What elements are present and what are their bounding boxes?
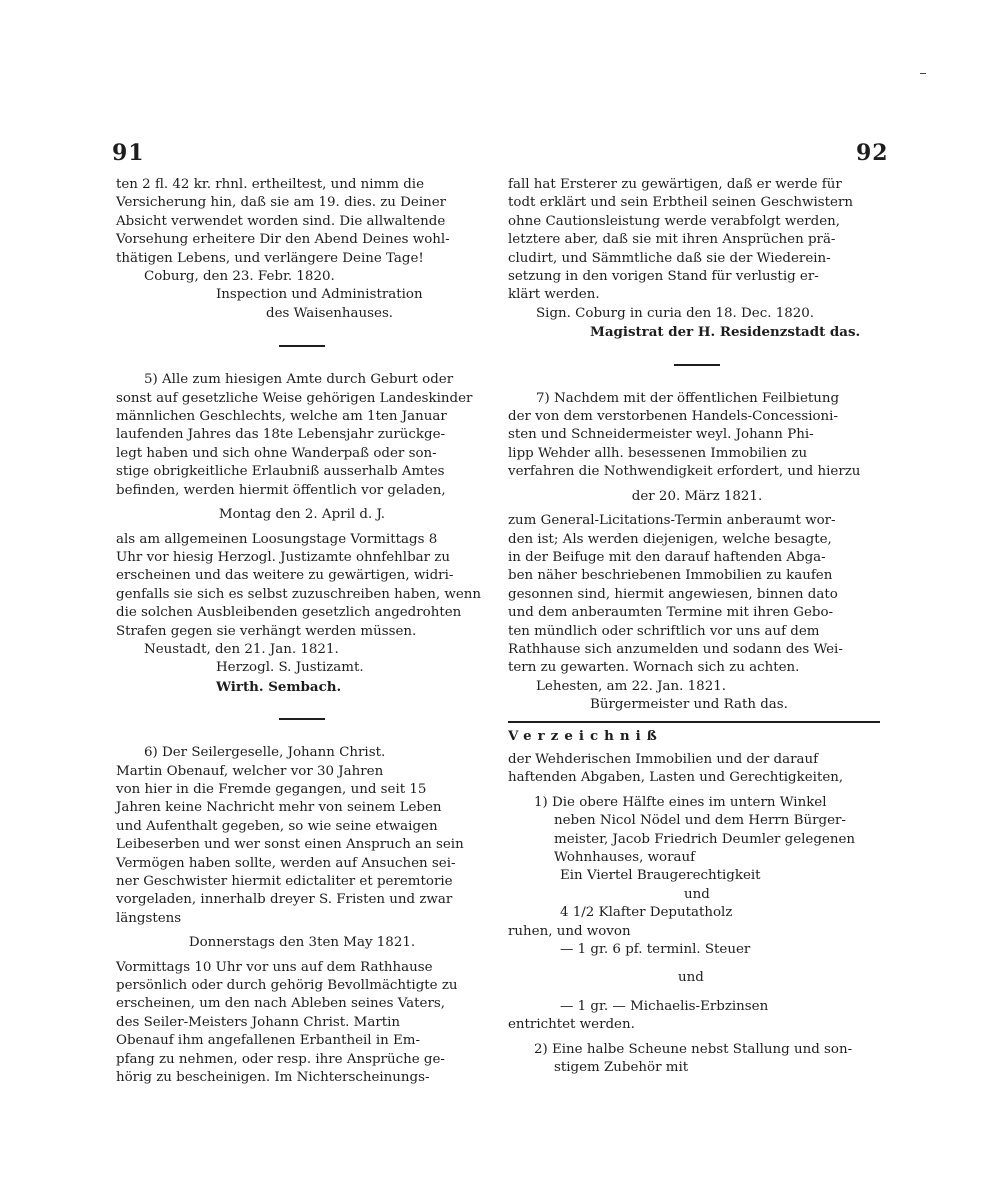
text-line: legt haben und sich ohne Wanderpaß oder son- xyxy=(116,445,437,461)
text-line: 4 1/2 Klafter Deputatholz xyxy=(560,905,733,921)
text-line: thätigen Lebens, und verlängere Deine Tage! xyxy=(116,250,424,266)
text-line: Rathhause sich anzumelden und sodann des Wei- xyxy=(508,641,843,657)
right-column xyxy=(508,176,886,1077)
text-line: stige obrigkeitliche Erlaubniß ausserhalb Amtes xyxy=(116,464,445,480)
text-line: cludirt, und Sämmtliche daß sie der Wiederein- xyxy=(508,250,831,266)
dateline: Donnerstags den 3ten May 1821. xyxy=(188,935,416,951)
text-line: 7) Nachdem mit der öffentlichen Feilbietung xyxy=(536,390,840,406)
text-line: — 1 gr. 6 pf. terminl. Steuer xyxy=(560,942,751,958)
text-line: — 1 gr. — Michaelis-Erbzinsen xyxy=(560,998,769,1014)
text-line: sten und Schneidermeister weyl. Johann Phi- xyxy=(508,427,814,443)
text-line: Versicherung hin, daß sie am 19. dies. zu Deiner xyxy=(116,195,447,211)
text-line: 6) Der Seilergeselle, Johann Christ. xyxy=(144,745,386,761)
text-line: haftenden Abgaben, Lasten und Gerechtigkeiten, xyxy=(508,770,844,786)
text-line: von hier in die Fremde gegangen, und seit 15 xyxy=(116,781,427,797)
text-line: vorgeladen, innerhalb dreyer S. Fristen und zwar xyxy=(116,892,453,908)
text-line: und Aufenthalt gegeben, so wie seine etwaigen xyxy=(116,818,438,834)
text-line: Leibeserben und wer sonst einen Anspruch an sein xyxy=(116,837,464,853)
text-line: todt erklärt und sein Erbtheil seinen Geschwistern xyxy=(508,195,854,211)
text-line: pfang zu nehmen, oder resp. ihre Ansprüche ge- xyxy=(116,1051,445,1067)
section-title: Verzeichniß xyxy=(508,727,663,744)
text-line: Ein Viertel Braugerechtigkeit xyxy=(560,868,761,884)
text-line: Obenauf ihm angefallenen Erbantheil in Em- xyxy=(116,1033,421,1049)
text-line: erscheinen, um den nach Ableben seines Vaters, xyxy=(116,996,445,1012)
text-line: laufenden Jahres das 18te Lebensjahr zurückge- xyxy=(116,427,446,443)
text-line: der von dem verstorbenen Handels-Concessioni- xyxy=(508,409,838,425)
dateline: Lehesten, am 22. Jan. 1821. xyxy=(536,678,726,694)
signature: Herzogl. S. Justizamt. xyxy=(216,660,364,676)
list-item: 2) Eine halbe Scheune nebst Stallung und son- xyxy=(534,1041,853,1057)
text-line: erscheinen und das weitere zu gewärtigen, widri- xyxy=(116,568,454,584)
text-line: genfalls sie sich es selbst zuzuschreiben haben, wenn xyxy=(116,586,482,602)
text-line: ohne Cautionsleistung werde verabfolgt werden, xyxy=(508,213,841,229)
text-line: den ist; Als werden diejenigen, welche besagte, xyxy=(508,531,832,547)
text-line: zum General-Licitations-Termin anberaumt wor- xyxy=(508,513,836,529)
text-line: Wohnhauses, worauf xyxy=(554,850,696,865)
text-line: gesonnen sind, hiermit angewiesen, binnen dato xyxy=(508,586,838,602)
text-line: des Seiler-Meisters Johann Christ. Martin xyxy=(116,1014,401,1030)
text-line: und dem anberaumten Termine mit ihren Gebo- xyxy=(508,605,834,621)
text-line: persönlich oder durch gehörig Bevollmächtigte zu xyxy=(116,978,458,994)
text-line: 5) Alle zum hiesigen Amte durch Geburt oder xyxy=(144,372,454,388)
text-line: stigem Zubehör mit xyxy=(554,1060,689,1076)
text-line: fall hat Ersterer zu gewärtigen, daß er werde für xyxy=(508,177,842,192)
page-number-left: 91 xyxy=(112,140,145,166)
text-line: Absicht verwendet worden sind. Die allwaltende xyxy=(116,213,446,229)
text-line: Vorsehung erheitere Dir den Abend Deines wohl- xyxy=(116,232,450,248)
text-line: letztere aber, daß sie mit ihren Ansprüchen prä- xyxy=(508,232,836,248)
signature: Magistrat der H. Residenzstadt das. xyxy=(590,324,861,341)
text-line: als am allgemeinen Loosungstage Vormittags 8 xyxy=(116,531,438,547)
text-line: ten 2 fl. 42 kr. rhnl. ertheiltest, und nimm die xyxy=(116,177,425,192)
dateline: Montag den 2. April d. J. xyxy=(218,507,386,523)
signature: Wirth. Sembach. xyxy=(216,678,342,695)
text-line: Martin Obenauf, welcher vor 30 Jahren xyxy=(116,763,384,779)
text-line: hörig zu bescheinigen. Im Nichterscheinungs- xyxy=(116,1070,430,1086)
text-line: und xyxy=(684,886,710,902)
list-item: 1) Die obere Hälfte eines im untern Winkel xyxy=(534,794,827,810)
text-line: ner Geschwister hiermit edictaliter et peremtorie xyxy=(116,874,453,889)
signature: Bürgermeister und Rath das. xyxy=(590,697,788,713)
text-line: männlichen Geschlechts, welche am 1ten Januar xyxy=(116,409,447,425)
margin-mark xyxy=(920,73,926,74)
text-line: Jahren keine Nachricht mehr von seinem Leben xyxy=(116,800,442,816)
dateline: Coburg, den 23. Febr. 1820. xyxy=(144,269,335,285)
section-divider xyxy=(674,364,720,366)
text-line: und xyxy=(678,970,704,986)
text-line: längstens xyxy=(116,910,182,926)
text-line: Strafen gegen sie verhängt werden müssen. xyxy=(116,623,417,639)
text-line: sonst auf gesetzliche Weise gehörigen Landeskinder xyxy=(116,390,473,406)
text-line: ben näher beschriebenen Immobilien zu kaufen xyxy=(508,568,833,584)
dateline: der 20. März 1821. xyxy=(631,488,763,504)
text-line: Uhr vor hiesig Herzogl. Justizamte ohnfehlbar zu xyxy=(116,549,450,565)
text-line: die solchen Ausbleibenden gesetzlich angedrohten xyxy=(116,605,462,621)
text-line: Vormittags 10 Uhr vor uns auf dem Rathhause xyxy=(116,959,433,975)
text-line: setzung in den vorigen Stand für verlustig er- xyxy=(508,269,819,285)
text-line: Vermögen haben sollte, werden auf Ansuchen sei- xyxy=(116,855,456,871)
text-line: in der Beifuge mit den darauf haftenden Abga- xyxy=(508,549,826,565)
section-divider xyxy=(279,345,325,347)
section-divider xyxy=(508,721,880,723)
text-line: verfahren die Nothwendigkeit erfordert, und hierzu xyxy=(508,464,861,480)
left-column xyxy=(116,176,488,1087)
text-line: der Wehderischen Immobilien und der darauf xyxy=(508,751,819,767)
text-line: befinden, werden hiermit öffentlich vor geladen, xyxy=(116,482,446,498)
text-line: ten mündlich oder schriftlich vor uns auf dem xyxy=(508,623,820,639)
text-line: entrichtet werden. xyxy=(508,1017,635,1033)
text-line: tern zu gewarten. Wornach sich zu achten. xyxy=(508,660,800,676)
text-line: ruhen, und wovon xyxy=(508,923,631,939)
signature: Inspection und Administration xyxy=(216,287,423,303)
text-line: meister, Jacob Friedrich Deumler gelegenen xyxy=(554,831,856,847)
text-line: neben Nicol Nödel und dem Herrn Bürger- xyxy=(554,813,846,829)
dateline: Neustadt, den 21. Jan. 1821. xyxy=(144,641,339,657)
signature: Sign. Coburg in curia den 18. Dec. 1820. xyxy=(536,305,815,321)
text-line: lipp Wehder allh. besessenen Immobilien zu xyxy=(508,445,808,461)
signature: des Waisenhauses. xyxy=(266,305,394,321)
page-number-right: 92 xyxy=(856,140,889,166)
text-line: klärt werden. xyxy=(508,287,600,303)
section-divider xyxy=(279,718,325,720)
